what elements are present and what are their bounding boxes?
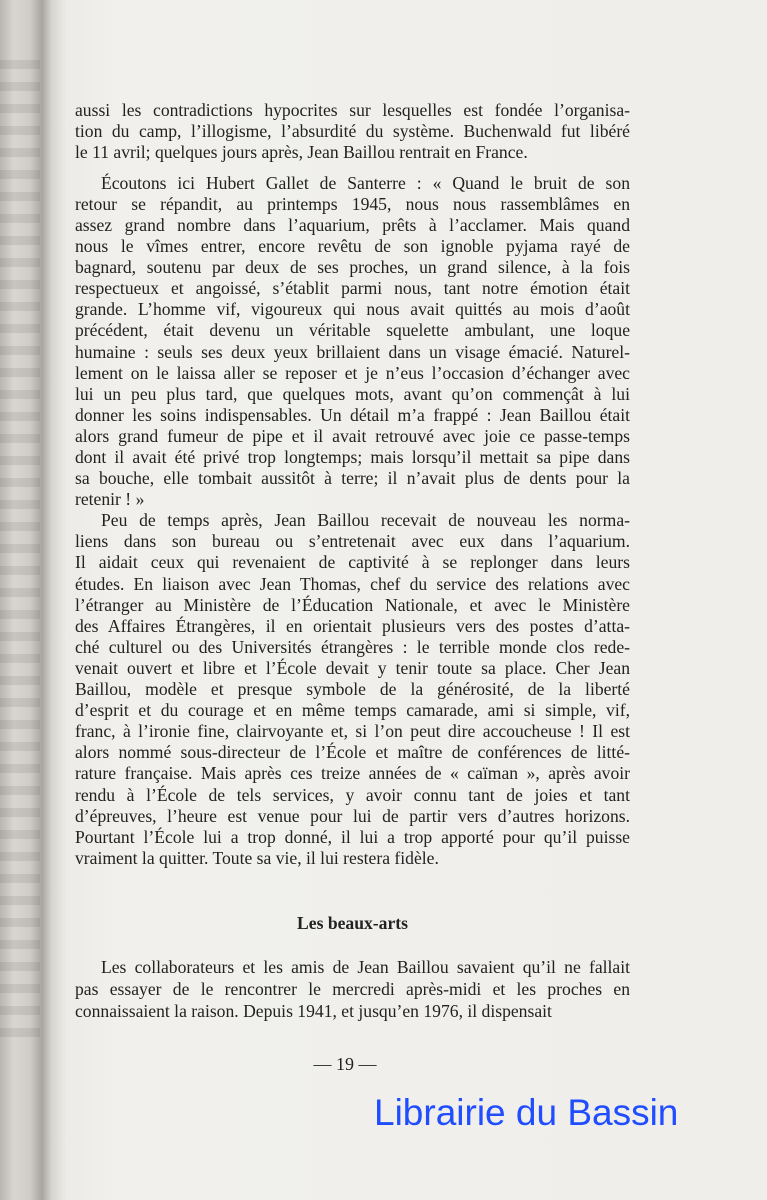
text-line: Il aidait ceux qui revenaient de captivité à se replonger dans leurs bbox=[75, 552, 630, 573]
text-line: humaine : seuls ses deux yeux brillaient dans un visage émacié. Naturel- bbox=[75, 341, 630, 362]
watermark: Librairie du Bassin bbox=[374, 1092, 679, 1133]
text-line: franc, à l’ironie fine, clairvoyante et, si l’on peut dire accoucheuse ! Il est bbox=[75, 721, 630, 742]
text-line: vraiment la quitter. Toute sa vie, il lui restera fidèle. bbox=[75, 847, 439, 868]
page-number: — 19 — bbox=[313, 1054, 377, 1074]
text-line: d’esprit et du courage et en même temps camarade, ami si simple, vif, bbox=[75, 700, 630, 721]
text-line: Baillou, modèle et presque symbole de la générosité, de la liberté bbox=[75, 679, 630, 700]
body-text bbox=[75, 100, 630, 869]
text-line: lement on le laissa aller se reposer et je n’eus l’occasion d’échanger avec bbox=[75, 362, 630, 383]
text-line: assez grand nombre dans l’aquarium, prêts à l’acclamer. Mais quand bbox=[75, 214, 630, 235]
text-line: alors nommé sous-directeur de l’École et maître de conférences de litté- bbox=[75, 742, 630, 763]
text-line: respectueux et angoissé, s’établit parmi nous, tant notre émotion était bbox=[75, 278, 630, 299]
text-line: alors grand fumeur de pipe et il avait retrouvé avec joie ce passe-temps bbox=[75, 425, 630, 446]
text-line: Écoutons ici Hubert Gallet de Santerre : « Quand le bruit de son bbox=[101, 172, 630, 193]
text-line: pas essayer de le rencontrer le mercredi après-midi et les proches en bbox=[75, 979, 630, 999]
text-line: d’épreuves, l’heure est venue pour lui de partir vers d’autres horizons. bbox=[75, 805, 630, 826]
text-line: aussi les contradictions hypocrites sur lesquelles est fondée l’organisa- bbox=[75, 99, 630, 120]
text-line: l’étranger au Ministère de l’Éducation Nationale, et avec le Ministère bbox=[75, 594, 630, 615]
paragraph bbox=[75, 173, 630, 511]
text-line: bagnard, soutenu par deux de ses proches, un grand silence, à la fois bbox=[75, 257, 630, 278]
text-line: retenir ! » bbox=[75, 489, 145, 510]
text-line: nous le vîmes entrer, encore revêtu de son ignoble pyjama rayé de bbox=[75, 236, 630, 257]
text-line: lui un peu plus tard, que quelques mots, avant qu’on commençât à lui bbox=[75, 383, 630, 404]
text-line: liens dans son bureau ou s’entretenait avec eux dans l’aquarium. bbox=[75, 531, 630, 552]
text-line: le 11 avril; quelques jours après, Jean Baillou rentrait en France. bbox=[75, 141, 528, 162]
text-line: retour se répandit, au printemps 1945, nous nous rassemblâmes en bbox=[75, 193, 630, 214]
section-heading: Les beaux-arts bbox=[297, 913, 408, 933]
paragraph bbox=[75, 956, 630, 1022]
text-line: rendu à l’École de tels services, y avoir connu tant de joies et tant bbox=[75, 784, 630, 805]
paragraph bbox=[75, 100, 630, 163]
text-line: Pourtant l’École lui a trop donné, il lui a trop apporté pour qu’il puisse bbox=[75, 826, 630, 847]
text-line: Peu de temps après, Jean Baillou recevait de nouveau les norma- bbox=[101, 510, 630, 531]
section-paragraph bbox=[75, 956, 630, 1022]
text-line: sa bouche, elle tombait aussitôt à terre; il n’avait plus de dents pour la bbox=[75, 468, 630, 489]
paragraph bbox=[75, 510, 630, 869]
text-line: venait ouvert et libre et l’École devait y tenir toute sa place. Cher Jean bbox=[75, 657, 630, 678]
text-line: études. En liaison avec Jean Thomas, chef du service des relations avec bbox=[75, 573, 630, 594]
text-line: grande. L’homme vif, vigoureux qui nous avait quittés au mois d’août bbox=[75, 299, 630, 320]
text-line: donner les soins indispensables. Un détail m’a frappé : Jean Baillou était bbox=[75, 404, 630, 425]
text-line: Les collaborateurs et les amis de Jean Baillou savaient qu’il ne fallait bbox=[101, 957, 630, 977]
adjacent-page-edge bbox=[0, 60, 40, 1040]
text-line: des Affaires Étrangères, il en orientait plusieurs vers des postes d’atta- bbox=[75, 615, 630, 636]
text-line: rature française. Mais après ces treize années de « caïman », après avoir bbox=[75, 763, 630, 784]
text-line: précédent, était devenu un véritable squelette ambulant, une loque bbox=[75, 320, 630, 341]
text-line: tion du camp, l’illogisme, l’absurdité du système. Buchenwald fut libéré bbox=[75, 120, 630, 141]
text-line: connaissaient la raison. Depuis 1941, et jusqu’en 1976, il dispensait bbox=[75, 1001, 552, 1021]
text-line: dont il avait été privé trop longtemps; mais lorsqu’il mettait sa pipe dans bbox=[75, 447, 630, 467]
text-line: ché culturel ou des Universités étrangères : le terrible monde clos rede- bbox=[75, 636, 630, 657]
